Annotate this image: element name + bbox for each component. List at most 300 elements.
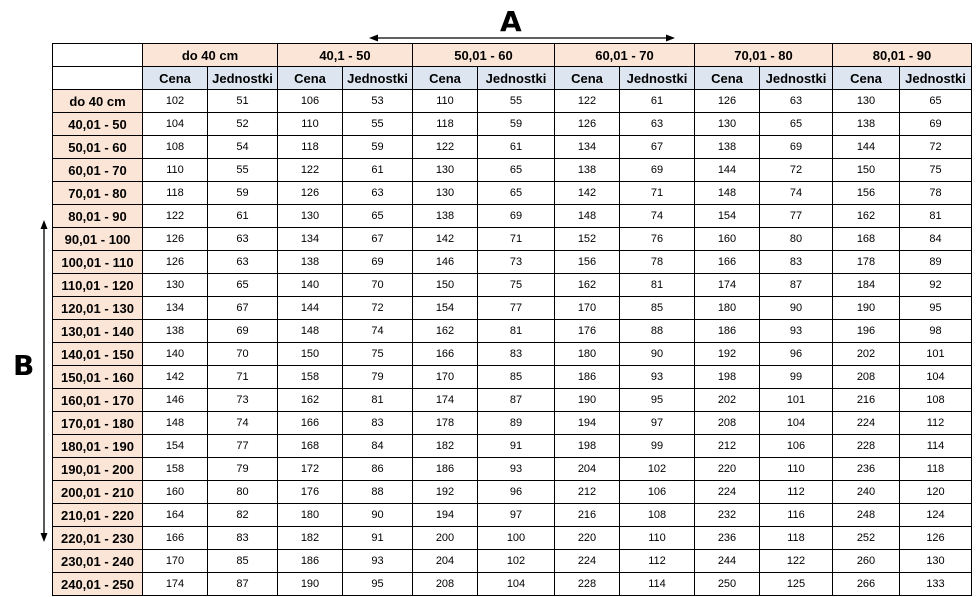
row-range-header: 70,01 - 80	[53, 182, 143, 205]
price-cell: 168	[833, 228, 900, 251]
price-cell: 162	[413, 320, 478, 343]
horizontal-double-arrow-icon	[369, 35, 675, 42]
units-cell: 93	[343, 550, 413, 573]
price-cell: 140	[143, 343, 208, 366]
price-cell: 228	[833, 435, 900, 458]
units-cell: 52	[208, 113, 278, 136]
table-row	[53, 366, 972, 389]
table-row	[53, 205, 972, 228]
units-cell: 55	[478, 90, 555, 113]
price-cell: 174	[143, 573, 208, 596]
price-cell: 138	[143, 320, 208, 343]
price-cell: 148	[278, 320, 343, 343]
units-cell: 88	[620, 320, 695, 343]
price-cell: 216	[555, 504, 620, 527]
table-row	[53, 113, 972, 136]
units-cell: 70	[208, 343, 278, 366]
price-cell: 150	[278, 343, 343, 366]
price-cell: 260	[833, 550, 900, 573]
units-cell: 59	[208, 182, 278, 205]
price-cell: 194	[413, 504, 478, 527]
vertical-double-arrow-icon	[41, 220, 48, 542]
units-cell: 122	[760, 550, 833, 573]
price-cell: 138	[555, 159, 620, 182]
price-cell: 194	[555, 412, 620, 435]
units-cell: 63	[208, 228, 278, 251]
table-row	[53, 504, 972, 527]
units-header: Jednostki	[478, 67, 555, 90]
row-range-header: do 40 cm	[53, 90, 143, 113]
units-cell: 112	[760, 481, 833, 504]
units-cell: 126	[900, 527, 972, 550]
price-cell: 168	[278, 435, 343, 458]
price-cell: 240	[833, 481, 900, 504]
price-cell: 144	[695, 159, 760, 182]
units-cell: 133	[900, 573, 972, 596]
price-cell: 182	[413, 435, 478, 458]
column-range-header: 80,01 - 90	[833, 44, 972, 67]
units-cell: 51	[208, 90, 278, 113]
price-cell: 130	[278, 205, 343, 228]
units-cell: 55	[343, 113, 413, 136]
price-cell: 204	[555, 458, 620, 481]
price-cell: 224	[695, 481, 760, 504]
price-cell: 184	[833, 274, 900, 297]
column-range-header: do 40 cm	[143, 44, 278, 67]
price-cell: 178	[413, 412, 478, 435]
table-row	[53, 481, 972, 504]
price-cell: 110	[143, 159, 208, 182]
units-cell: 69	[760, 136, 833, 159]
table-row	[53, 274, 972, 297]
price-cell: 138	[695, 136, 760, 159]
units-cell: 88	[343, 481, 413, 504]
units-cell: 89	[900, 251, 972, 274]
row-range-header: 110,01 - 120	[53, 274, 143, 297]
price-cell: 146	[413, 251, 478, 274]
units-cell: 101	[760, 389, 833, 412]
units-cell: 76	[620, 228, 695, 251]
sub-header-row	[53, 67, 972, 90]
row-range-header: 80,01 - 90	[53, 205, 143, 228]
units-cell: 93	[760, 320, 833, 343]
price-cell: 224	[555, 550, 620, 573]
price-cell: 198	[695, 366, 760, 389]
price-cell: 152	[555, 228, 620, 251]
table-row	[53, 389, 972, 412]
price-cell: 126	[143, 228, 208, 251]
price-cell: 142	[413, 228, 478, 251]
units-cell: 114	[900, 435, 972, 458]
price-cell: 126	[695, 90, 760, 113]
price-cell: 166	[143, 527, 208, 550]
units-cell: 69	[343, 251, 413, 274]
units-cell: 125	[760, 573, 833, 596]
price-cell: 216	[833, 389, 900, 412]
price-cell: 176	[555, 320, 620, 343]
price-cell: 176	[278, 481, 343, 504]
units-cell: 91	[343, 527, 413, 550]
units-cell: 72	[900, 136, 972, 159]
price-cell: 186	[555, 366, 620, 389]
units-cell: 118	[900, 458, 972, 481]
price-cell: 148	[695, 182, 760, 205]
price-cell: 122	[278, 159, 343, 182]
price-cell: 130	[413, 182, 478, 205]
price-cell: 220	[555, 527, 620, 550]
price-cell: 108	[143, 136, 208, 159]
units-cell: 63	[760, 90, 833, 113]
price-cell: 148	[555, 205, 620, 228]
units-cell: 65	[760, 113, 833, 136]
units-cell: 85	[620, 297, 695, 320]
row-range-header: 170,01 - 180	[53, 412, 143, 435]
units-cell: 72	[760, 159, 833, 182]
units-cell: 81	[343, 389, 413, 412]
units-cell: 79	[208, 458, 278, 481]
units-cell: 83	[760, 251, 833, 274]
units-cell: 61	[343, 159, 413, 182]
units-cell: 112	[620, 550, 695, 573]
units-cell: 104	[760, 412, 833, 435]
row-range-header: 40,01 - 50	[53, 113, 143, 136]
units-cell: 77	[760, 205, 833, 228]
row-range-header: 230,01 - 240	[53, 550, 143, 573]
units-cell: 75	[900, 159, 972, 182]
units-cell: 98	[900, 320, 972, 343]
price-cell: 228	[555, 573, 620, 596]
price-cell: 190	[833, 297, 900, 320]
price-cell: 208	[833, 366, 900, 389]
row-range-header: 60,01 - 70	[53, 159, 143, 182]
row-range-header: 90,01 - 100	[53, 228, 143, 251]
table-row	[53, 228, 972, 251]
price-cell: 154	[695, 205, 760, 228]
price-cell: 180	[278, 504, 343, 527]
price-cell: 248	[833, 504, 900, 527]
units-cell: 67	[208, 297, 278, 320]
units-cell: 75	[343, 343, 413, 366]
table-row	[53, 136, 972, 159]
units-cell: 65	[900, 90, 972, 113]
price-cell: 172	[278, 458, 343, 481]
row-range-header: 130,01 - 140	[53, 320, 143, 343]
price-cell: 140	[278, 274, 343, 297]
price-cell: 138	[413, 205, 478, 228]
units-cell: 104	[478, 573, 555, 596]
units-cell: 120	[900, 481, 972, 504]
units-cell: 79	[343, 366, 413, 389]
price-cell: 192	[695, 343, 760, 366]
price-cell: 190	[555, 389, 620, 412]
table-row	[53, 573, 972, 596]
price-cell: 118	[278, 136, 343, 159]
table-row	[53, 550, 972, 573]
table-row	[53, 458, 972, 481]
units-cell: 87	[208, 573, 278, 596]
price-cell: 134	[555, 136, 620, 159]
price-cell: 146	[143, 389, 208, 412]
row-range-header: 180,01 - 190	[53, 435, 143, 458]
price-cell: 220	[695, 458, 760, 481]
price-cell: 118	[143, 182, 208, 205]
units-cell: 95	[343, 573, 413, 596]
table-row	[53, 182, 972, 205]
price-cell: 110	[413, 90, 478, 113]
units-cell: 59	[343, 136, 413, 159]
price-cell: 122	[555, 90, 620, 113]
price-cell: 130	[413, 159, 478, 182]
units-cell: 108	[900, 389, 972, 412]
units-cell: 74	[343, 320, 413, 343]
units-cell: 81	[620, 274, 695, 297]
price-cell: 160	[695, 228, 760, 251]
units-cell: 90	[620, 343, 695, 366]
price-cell: 150	[413, 274, 478, 297]
units-cell: 90	[760, 297, 833, 320]
units-cell: 110	[620, 527, 695, 550]
row-range-header: 190,01 - 200	[53, 458, 143, 481]
price-cell: 148	[143, 412, 208, 435]
units-cell: 95	[900, 297, 972, 320]
price-cell: 130	[833, 90, 900, 113]
price-cell: 252	[833, 527, 900, 550]
price-table	[52, 43, 972, 596]
price-cell: 104	[143, 113, 208, 136]
table-row	[53, 297, 972, 320]
table-row	[53, 412, 972, 435]
price-cell: 142	[555, 182, 620, 205]
price-cell: 154	[143, 435, 208, 458]
units-cell: 78	[620, 251, 695, 274]
price-header: Cena	[143, 67, 208, 90]
price-cell: 166	[413, 343, 478, 366]
corner-cell	[53, 44, 143, 67]
price-cell: 266	[833, 573, 900, 596]
axis-label-b: B	[13, 349, 35, 382]
price-cell: 250	[695, 573, 760, 596]
units-header: Jednostki	[620, 67, 695, 90]
units-cell: 72	[343, 297, 413, 320]
table-row	[53, 320, 972, 343]
row-range-header: 220,01 - 230	[53, 527, 143, 550]
units-header: Jednostki	[208, 67, 278, 90]
table-row	[53, 435, 972, 458]
table-row	[53, 90, 972, 113]
units-cell: 114	[620, 573, 695, 596]
price-cell: 130	[143, 274, 208, 297]
units-cell: 110	[760, 458, 833, 481]
price-cell: 182	[278, 527, 343, 550]
row-range-header: 100,01 - 110	[53, 251, 143, 274]
column-range-header: 70,01 - 80	[695, 44, 833, 67]
units-cell: 61	[620, 90, 695, 113]
units-cell: 85	[478, 366, 555, 389]
row-range-header: 210,01 - 220	[53, 504, 143, 527]
units-cell: 92	[900, 274, 972, 297]
units-cell: 95	[620, 389, 695, 412]
price-cell: 192	[413, 481, 478, 504]
units-cell: 67	[343, 228, 413, 251]
price-cell: 158	[278, 366, 343, 389]
units-cell: 87	[478, 389, 555, 412]
column-range-header: 50,01 - 60	[413, 44, 555, 67]
units-cell: 130	[900, 550, 972, 573]
units-cell: 81	[478, 320, 555, 343]
price-header: Cena	[278, 67, 343, 90]
price-cell: 118	[413, 113, 478, 136]
price-cell: 204	[413, 550, 478, 573]
units-cell: 89	[478, 412, 555, 435]
price-cell: 138	[278, 251, 343, 274]
units-cell: 77	[208, 435, 278, 458]
price-cell: 126	[555, 113, 620, 136]
price-cell: 158	[143, 458, 208, 481]
units-cell: 100	[478, 527, 555, 550]
price-cell: 196	[833, 320, 900, 343]
units-cell: 97	[620, 412, 695, 435]
price-cell: 164	[143, 504, 208, 527]
price-cell: 236	[695, 527, 760, 550]
units-cell: 85	[208, 550, 278, 573]
table-row	[53, 159, 972, 182]
units-cell: 118	[760, 527, 833, 550]
units-cell: 74	[208, 412, 278, 435]
units-cell: 99	[620, 435, 695, 458]
price-cell: 126	[143, 251, 208, 274]
units-cell: 84	[343, 435, 413, 458]
price-cell: 212	[555, 481, 620, 504]
units-cell: 65	[478, 182, 555, 205]
units-cell: 108	[620, 504, 695, 527]
price-cell: 244	[695, 550, 760, 573]
row-range-header: 240,01 - 250	[53, 573, 143, 596]
price-cell: 154	[413, 297, 478, 320]
price-cell: 110	[278, 113, 343, 136]
units-cell: 61	[208, 205, 278, 228]
units-cell: 83	[343, 412, 413, 435]
units-cell: 65	[343, 205, 413, 228]
price-cell: 224	[833, 412, 900, 435]
price-cell: 166	[695, 251, 760, 274]
units-header: Jednostki	[343, 67, 413, 90]
units-cell: 90	[343, 504, 413, 527]
units-cell: 124	[900, 504, 972, 527]
price-cell: 122	[143, 205, 208, 228]
price-cell: 208	[413, 573, 478, 596]
units-cell: 116	[760, 504, 833, 527]
units-cell: 104	[900, 366, 972, 389]
units-cell: 96	[760, 343, 833, 366]
units-cell: 74	[620, 205, 695, 228]
price-cell: 162	[833, 205, 900, 228]
price-cell: 190	[278, 573, 343, 596]
units-cell: 65	[208, 274, 278, 297]
price-cell: 232	[695, 504, 760, 527]
price-cell: 122	[413, 136, 478, 159]
units-cell: 69	[620, 159, 695, 182]
units-cell: 75	[478, 274, 555, 297]
column-range-header: 40,1 - 50	[278, 44, 413, 67]
units-cell: 74	[760, 182, 833, 205]
price-cell: 142	[143, 366, 208, 389]
units-cell: 77	[478, 297, 555, 320]
price-cell: 162	[278, 389, 343, 412]
price-cell: 144	[278, 297, 343, 320]
units-cell: 83	[208, 527, 278, 550]
units-cell: 71	[208, 366, 278, 389]
units-cell: 70	[343, 274, 413, 297]
row-range-header: 160,01 - 170	[53, 389, 143, 412]
price-cell: 174	[413, 389, 478, 412]
column-range-header: 60,01 - 70	[555, 44, 695, 67]
price-cell: 180	[555, 343, 620, 366]
row-range-header: 200,01 - 210	[53, 481, 143, 504]
units-header: Jednostki	[760, 67, 833, 90]
price-cell: 170	[555, 297, 620, 320]
units-cell: 67	[620, 136, 695, 159]
price-cell: 202	[833, 343, 900, 366]
price-cell: 134	[278, 228, 343, 251]
price-cell: 236	[833, 458, 900, 481]
price-cell: 186	[695, 320, 760, 343]
row-range-header: 50,01 - 60	[53, 136, 143, 159]
price-cell: 144	[833, 136, 900, 159]
price-header: Cena	[555, 67, 620, 90]
price-cell: 138	[833, 113, 900, 136]
price-cell: 202	[695, 389, 760, 412]
units-cell: 69	[900, 113, 972, 136]
table-row	[53, 251, 972, 274]
units-cell: 78	[900, 182, 972, 205]
units-cell: 106	[760, 435, 833, 458]
units-cell: 80	[760, 228, 833, 251]
units-cell: 86	[343, 458, 413, 481]
price-cell: 134	[143, 297, 208, 320]
price-cell: 174	[695, 274, 760, 297]
units-cell: 55	[208, 159, 278, 182]
table-row	[53, 343, 972, 366]
price-cell: 186	[278, 550, 343, 573]
price-cell: 170	[413, 366, 478, 389]
units-cell: 81	[900, 205, 972, 228]
price-cell: 156	[555, 251, 620, 274]
price-cell: 160	[143, 481, 208, 504]
units-cell: 93	[478, 458, 555, 481]
price-cell: 156	[833, 182, 900, 205]
units-cell: 97	[478, 504, 555, 527]
units-cell: 84	[900, 228, 972, 251]
units-cell: 106	[620, 481, 695, 504]
units-cell: 112	[900, 412, 972, 435]
price-cell: 102	[143, 90, 208, 113]
price-cell: 186	[413, 458, 478, 481]
units-cell: 69	[478, 205, 555, 228]
units-cell: 101	[900, 343, 972, 366]
price-cell: 162	[555, 274, 620, 297]
units-cell: 73	[208, 389, 278, 412]
units-cell: 63	[343, 182, 413, 205]
units-cell: 102	[620, 458, 695, 481]
price-header: Cena	[695, 67, 760, 90]
units-cell: 59	[478, 113, 555, 136]
price-cell: 166	[278, 412, 343, 435]
column-range-header-row	[53, 44, 972, 67]
price-header: Cena	[833, 67, 900, 90]
units-cell: 93	[620, 366, 695, 389]
price-cell: 170	[143, 550, 208, 573]
price-cell: 106	[278, 90, 343, 113]
